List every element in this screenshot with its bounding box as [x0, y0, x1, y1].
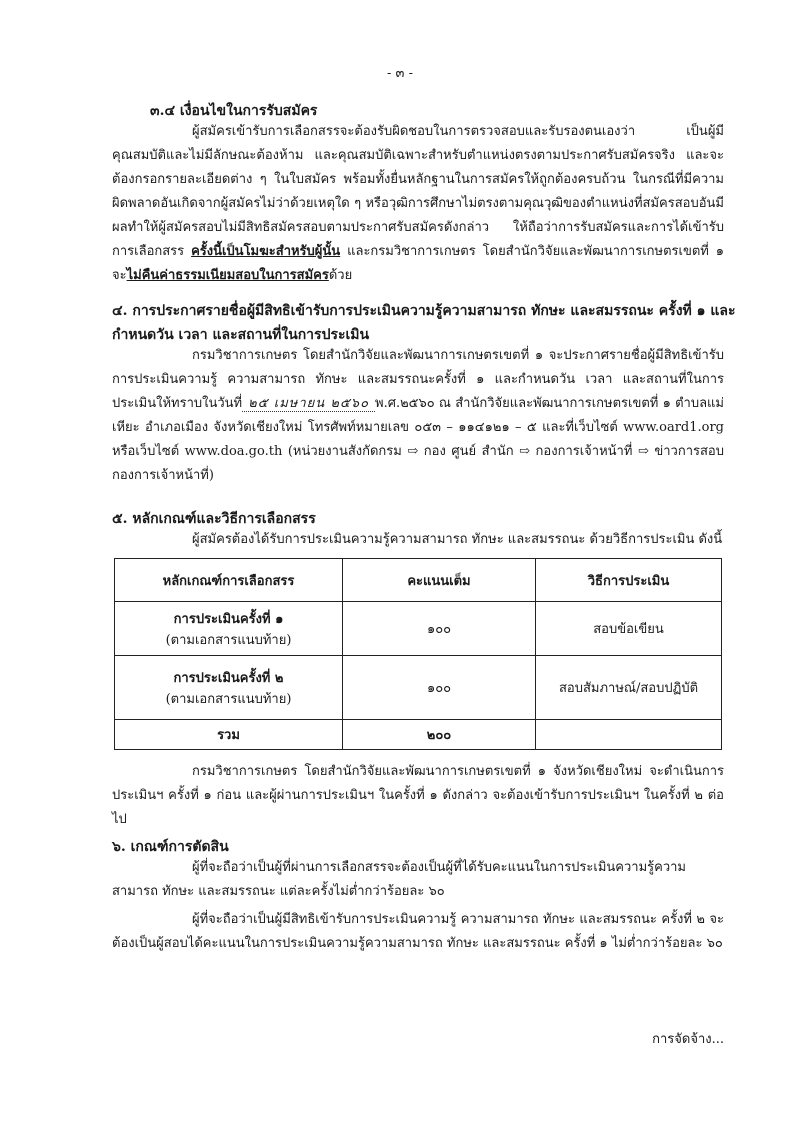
page-continuation: การจัดจ้าง...	[652, 1032, 724, 1047]
criteria-cell: การประเมินครั้งที่ ๑ (ตามเอกสารแนบท้าย)	[115, 602, 343, 656]
table-header: วิธีการประเมิน	[536, 559, 722, 602]
table-total-row	[115, 720, 722, 750]
total-score: ๒๐๐	[343, 720, 536, 750]
section-3-4-paragraph: ผู้สมัครเข้ารับการเลือกสรรจะต้องรับผิดชอบในการตรวจสอบและรับรองตนเองว่า เป็นผู้มีคุณสมบัติและไม่มีลักษณะต้องห้าม และคุณสมบัติเฉพาะสำหรับตำแหน่งตรงตามประกาศรับสมัครจริง และจะต้องกรอกรายละเอียดต่าง ๆ ในใบสมัคร พร้อมทั้งยื่นหลักฐานในการสมัครให้ถูกต้องครบถ้วน ในกรณีที่มีความผิดพลาดอันเกิดจากผู้สมัครไม่ว่าด้วยเหตุใด ๆ หรือวุฒิการศึกษาไม่ตรงตามคุณวุฒิของตำแหน่งที่สมัครสอบอันมีผลทำให้ผู้สมัครสอบไม่มีสิทธิสมัครสอบตามประกาศรับสมัครดังกล่าว ให้ถือว่าการรับสมัครและการได้เข้ารับการเลือกสรร ครั้งนี้เป็นโมฆะสำหรับผู้นั้น และกรมวิชาการเกษตร โดยสำนักวิจัยและพัฒนาการเกษตรเขตที่ ๑ จะไม่คืนค่าธรรมเนียมสอบในการสมัครด้วย	[112, 124, 725, 283]
section-4-paragraph: กรมวิชาการเกษตร โดยสำนักวิจัยและพัฒนาการเกษตรเขตที่ ๑ จะประกาศรายชื่อผู้มีสิทธิเข้ารับการประเมินความรู้ ความสามารถ ทักษะ และสมรรถนะครั้งที่ ๑ และกำหนดวัน เวลา และสถานที่ในการประเมินให้ทราบในวันที่ ๒๕ เมษายน ๒๕๖๐ พ.ศ.๒๕๖๐ ณ สำนักวิจัยและพัฒนาการเกษตรเขตที่ ๑ ตำบลแม่เหียะ อำเภอเมือง จังหวัดเชียงใหม่ โทรศัพท์หมายเลข ๐๕๓ – ๑๑๔๑๒๑ – ๕ และที่เว็บไซต์ www.oard1.org หรือเว็บไซต์ www.doa.go.th (หน่วยงานสังกัดกรม ⇨ กอง ศูนย์ สำนัก ⇨ กองการเจ้าหน้าที่ ⇨ ข่าวการสอบกองการเจ้าหน้าที่)	[112, 348, 724, 483]
section-6-paragraph-2: ผู้ที่จะถือว่าเป็นผู้มีสิทธิเข้ารับการประเมินความรู้ ความสามารถ ทักษะ และสมรรถนะ ครั้งที่ ๒ จะต้องเป็นผู้สอบได้คะแนนในการประเมินความรู้ความสามารถ ทักษะ และสมรรถนะ ครั้งที่ ๑ ไม่ต่ำกว่าร้อยละ ๖๐	[112, 912, 724, 951]
criteria-cell: การประเมินครั้งที่ ๒ (ตามเอกสารแนบท้าย)	[115, 656, 343, 720]
criteria-table	[114, 558, 722, 750]
total-label: รวม	[115, 720, 343, 750]
handwritten-date: ๒๕ เมษายน ๒๕๖๐	[242, 396, 375, 412]
method-cell: สอบสัมภาษณ์/สอบปฏิบัติ	[536, 656, 722, 720]
section-4-title-line1: ๔. การประกาศรายชื่อผู้มีสิทธิเข้ารับการประเมินความรู้ความสามารถ ทักษะ และสมรรถนะ ครั้งที่ ๑ และ	[112, 303, 736, 319]
table-row	[115, 602, 722, 656]
section-5-intro: ผู้สมัครต้องได้รับการประเมินความรู้ความสามารถ ทักษะ และสมรรถนะ ด้วยวิธีการประเมิน ดังนี้	[192, 532, 723, 547]
page-number: - ๓ -	[387, 66, 413, 81]
section-6-title: ๖. เกณฑ์การตัดสิน	[112, 839, 229, 855]
method-cell: สอบข้อเขียน	[536, 602, 722, 656]
score-cell: ๑๐๐	[343, 602, 536, 656]
section-4-title-line2: กำหนดวัน เวลา และสถานที่ในการประเมิน	[112, 327, 370, 343]
table-header-row	[115, 559, 722, 602]
table-row	[115, 656, 722, 720]
table-header: คะแนนเต็ม	[343, 559, 536, 602]
total-method	[536, 720, 722, 750]
section-6-paragraph-1: ผู้ที่จะถือว่าเป็นผู้ที่ผ่านการเลือกสรรจะต้องเป็นผู้ที่ได้รับคะแนนในการประเมินความรู้ความสามารถ ทักษะ และสมรรถนะ แต่ละครั้งไม่ต่ำกว่าร้อยละ ๖๐	[112, 860, 687, 899]
score-cell: ๑๐๐	[343, 656, 536, 720]
table-header: หลักเกณฑ์การเลือกสรร	[115, 559, 343, 602]
section-5-title: ๕. หลักเกณฑ์และวิธีการเลือกสรร	[112, 511, 316, 527]
section-3-4-title: ๓.๔ เงื่อนไขในการรับสมัคร	[150, 103, 318, 119]
section-5-after: กรมวิชาการเกษตร โดยสำนักวิจัยและพัฒนาการเกษตรเขตที่ ๑ จังหวัดเชียงใหม่ จะดำเนินการประเมินฯ ครั้งที่ ๑ ก่อน และผู้ผ่านการประเมินฯ ในครั้งที่ ๑ ดังกล่าว จะต้องเข้ารับการประเมินฯ ในครั้งที่ ๒ ต่อไป	[112, 764, 724, 827]
